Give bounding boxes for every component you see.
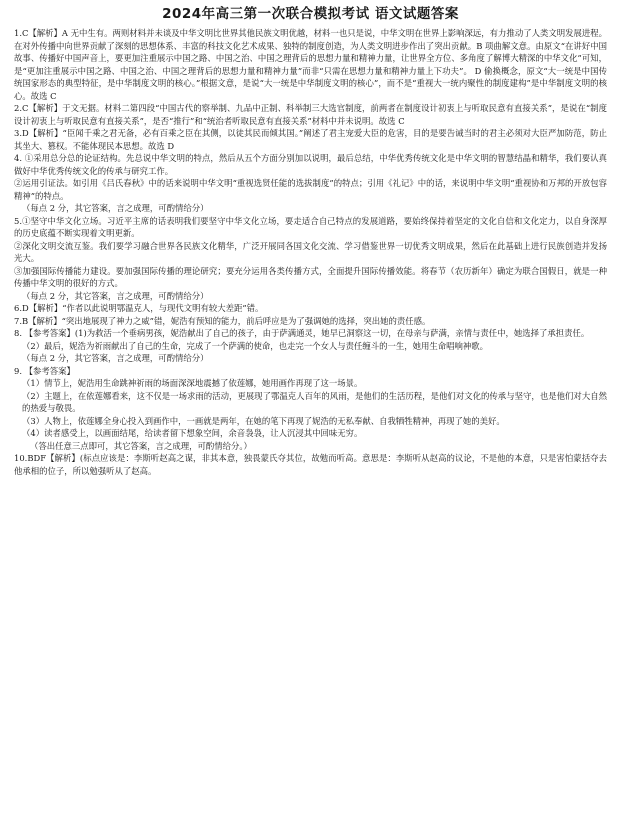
- answer-9-point-1: （1）情节上，妮浩用生命跳神祈雨的场面深深地震撼了依莲娜，她用画作再现了这一场景。: [22, 378, 363, 388]
- answer-5-point-1: 5.①坚守中华文化立场。习近平主席的话表明我们要坚守中华文化立场，要走适合自己特点的发展道路，要始终保持着坚定的文化自信和文化定力，以自身深厚的历史底蕴不断实现着文明更新。: [14, 215, 607, 238]
- answer-body: [14, 27, 607, 477]
- answer-9-point-4: （4）读者感受上，以画面结尾，给读者留下想象空间，余音袅袅，让人沉浸其中回味无穷。: [22, 428, 363, 438]
- answer-5-point-2: ②深化文明交流互鉴。我们要学习融合世界各民族文化精华，广泛开展同各国文化交流、学习借鉴世界一切优秀文明成果，然后在此基础上进行民族创造并发扬光大。: [14, 240, 607, 263]
- answer-4-point-1: 4. ①采用总分总的论证结构。先总说中华文明的特点，然后从五个方面分别加以说明，最后总结，中华优秀传统文化是中华文明的智慧结晶和精华，我们要认真做好中华优秀传统文化的传承与研究工作。: [14, 153, 607, 176]
- answer-10: 10.BDF【解析】(标点应该是：李斯听赵高之谋，非其本意，独畏蒙氏夺其位，故勉而听高。意思是：李斯听从赵高的议论，不是他的本意，只是害怕蒙括夺去他承相的位子，所以勉强听从了赵高。: [14, 453, 607, 476]
- answer-2: 2.C【解析】于文无据。材料二第四段“中国古代的察举制、九品中正制、科举制三大选官制度，前两者在制度设计初衷上与听取民意有直接关系”，是说在“制度设计初衷上与听取民意有直接关系”，是否“推行”和“统治者听取民意有直接关系”材料中并未说明。故选 C: [14, 103, 607, 126]
- page-title: 2024年高三第一次联合模拟考试 语文试题答案: [162, 6, 459, 22]
- answer-5-point-3: ③加强国际传播能力建设。要加强国际传播的理论研究；要充分运用各类传播方式，全面提升国际传播效能。将春节（农历新年）确定为联合国假日，就是一种传播中华文明的很好的方式。: [14, 265, 607, 288]
- answer-7: 7.B【解析】“突出地展现了神力之威”错，妮浩有预知的能力，前后呼应是为了强调她的选择，突出她的责任感。: [14, 315, 431, 326]
- answer-8-point-1: 8. 【参考答案】(1)为救活一个垂病男孩，妮浩献出了自己的孩子，由于萨满通灵，她早已洞察这一切，在母亲与萨满，亲情与责任中，她选择了承担责任。: [14, 328, 590, 338]
- answer-9-point-3: （3）人物上，依莲娜全身心投入到画作中，一画就是两年，在她的笔下再现了妮浩的无私奉献、自我牺牲精神，再现了她的美好。: [22, 415, 505, 426]
- answer-1: 1.C【解析】A 无中生有。两则材料并未谈及中华文明比世界其他民族文明优越，材料一也只是说，中华文明在世界上影响深远，有力推动了人类文明发展进程。在对外传播中向世界贡献了深刻的思想体系、丰富的科技文化艺术成果、独特的制度创造，为人类文明进步作出了突出贡献。B 项曲解文意。由原文“在讲好中国故事、传播好中国声音上，要更加注重展示中国之路、中国之治、中国之理背后的思想力量和精神力量，让世界全方位、多角度了解博大精深的中华文化”可知，是“更加注重展示中国之路、中国之治、中国之理背后的思想力量和精神力量”而非“只需在思想力量和精神力量上下功夫”。 D 偷换概念，原文“大一统是中国传统国家形态的典型特征，是中华制度文明的核心。”根据文意，是说“大一统是中华制度文明的核心”，而不是“重视大一统内聚性的制度建构”是中华制度文明的核心。故选 C: [14, 28, 607, 101]
- answer-5-scoring-note: （每点 2 分，其它答案，言之成理，可酌情给分）: [22, 290, 209, 301]
- answer-4-point-2: ②运用引证法。如引用《吕氏春秋》中的话来说明中华文明“重视选贤任能的选拔制度”的特点；引用《礼记》中的话，来说明中华文明“重视协和万邦的开放包容精神”的特点。: [14, 178, 607, 201]
- answer-8-scoring-note: （每点 2 分，其它答案，言之成理，可酌情给分）: [22, 353, 209, 363]
- answer-9-point-2: （2）主题上，在依莲娜看来，这不仅是一场求雨的活动，更展现了鄂温克人百年的风雨，是他们的生活历程，是他们对文化的传承与坚守，也是他们对大自然的热爱与敬畏。: [22, 390, 607, 413]
- answer-3: 3.D【解析】“臣闻千乘之君无备，必有百乘之臣在其侧，以徒其民而倾其国。”阐述了君主宠爱大臣的危害，目的是要告诫当时的君主必须对大臣严加防范，防止其坐大、篡权。不能体现民本思想。故选 D: [14, 128, 607, 151]
- answer-9-scoring-note: （答出任意三点即可，其它答案，言之成理，可酌情给分。）: [30, 440, 252, 451]
- answer-9-header: 9. 【参考答案】: [14, 365, 75, 376]
- answer-8-point-2: （2）最后，妮浩为祈雨献出了自己的生命，完成了一个萨满的使命，也走完一个女人与责任缠斗的一生，她用生命唱响神歌。: [22, 340, 488, 351]
- answer-4-scoring-note: （每点 2 分，其它答案，言之成理，可酌情给分）: [22, 203, 209, 213]
- answer-6: 6.D【解析】“作者以此说明鄂温克人，与现代文明有较大差距”错。: [14, 303, 264, 313]
